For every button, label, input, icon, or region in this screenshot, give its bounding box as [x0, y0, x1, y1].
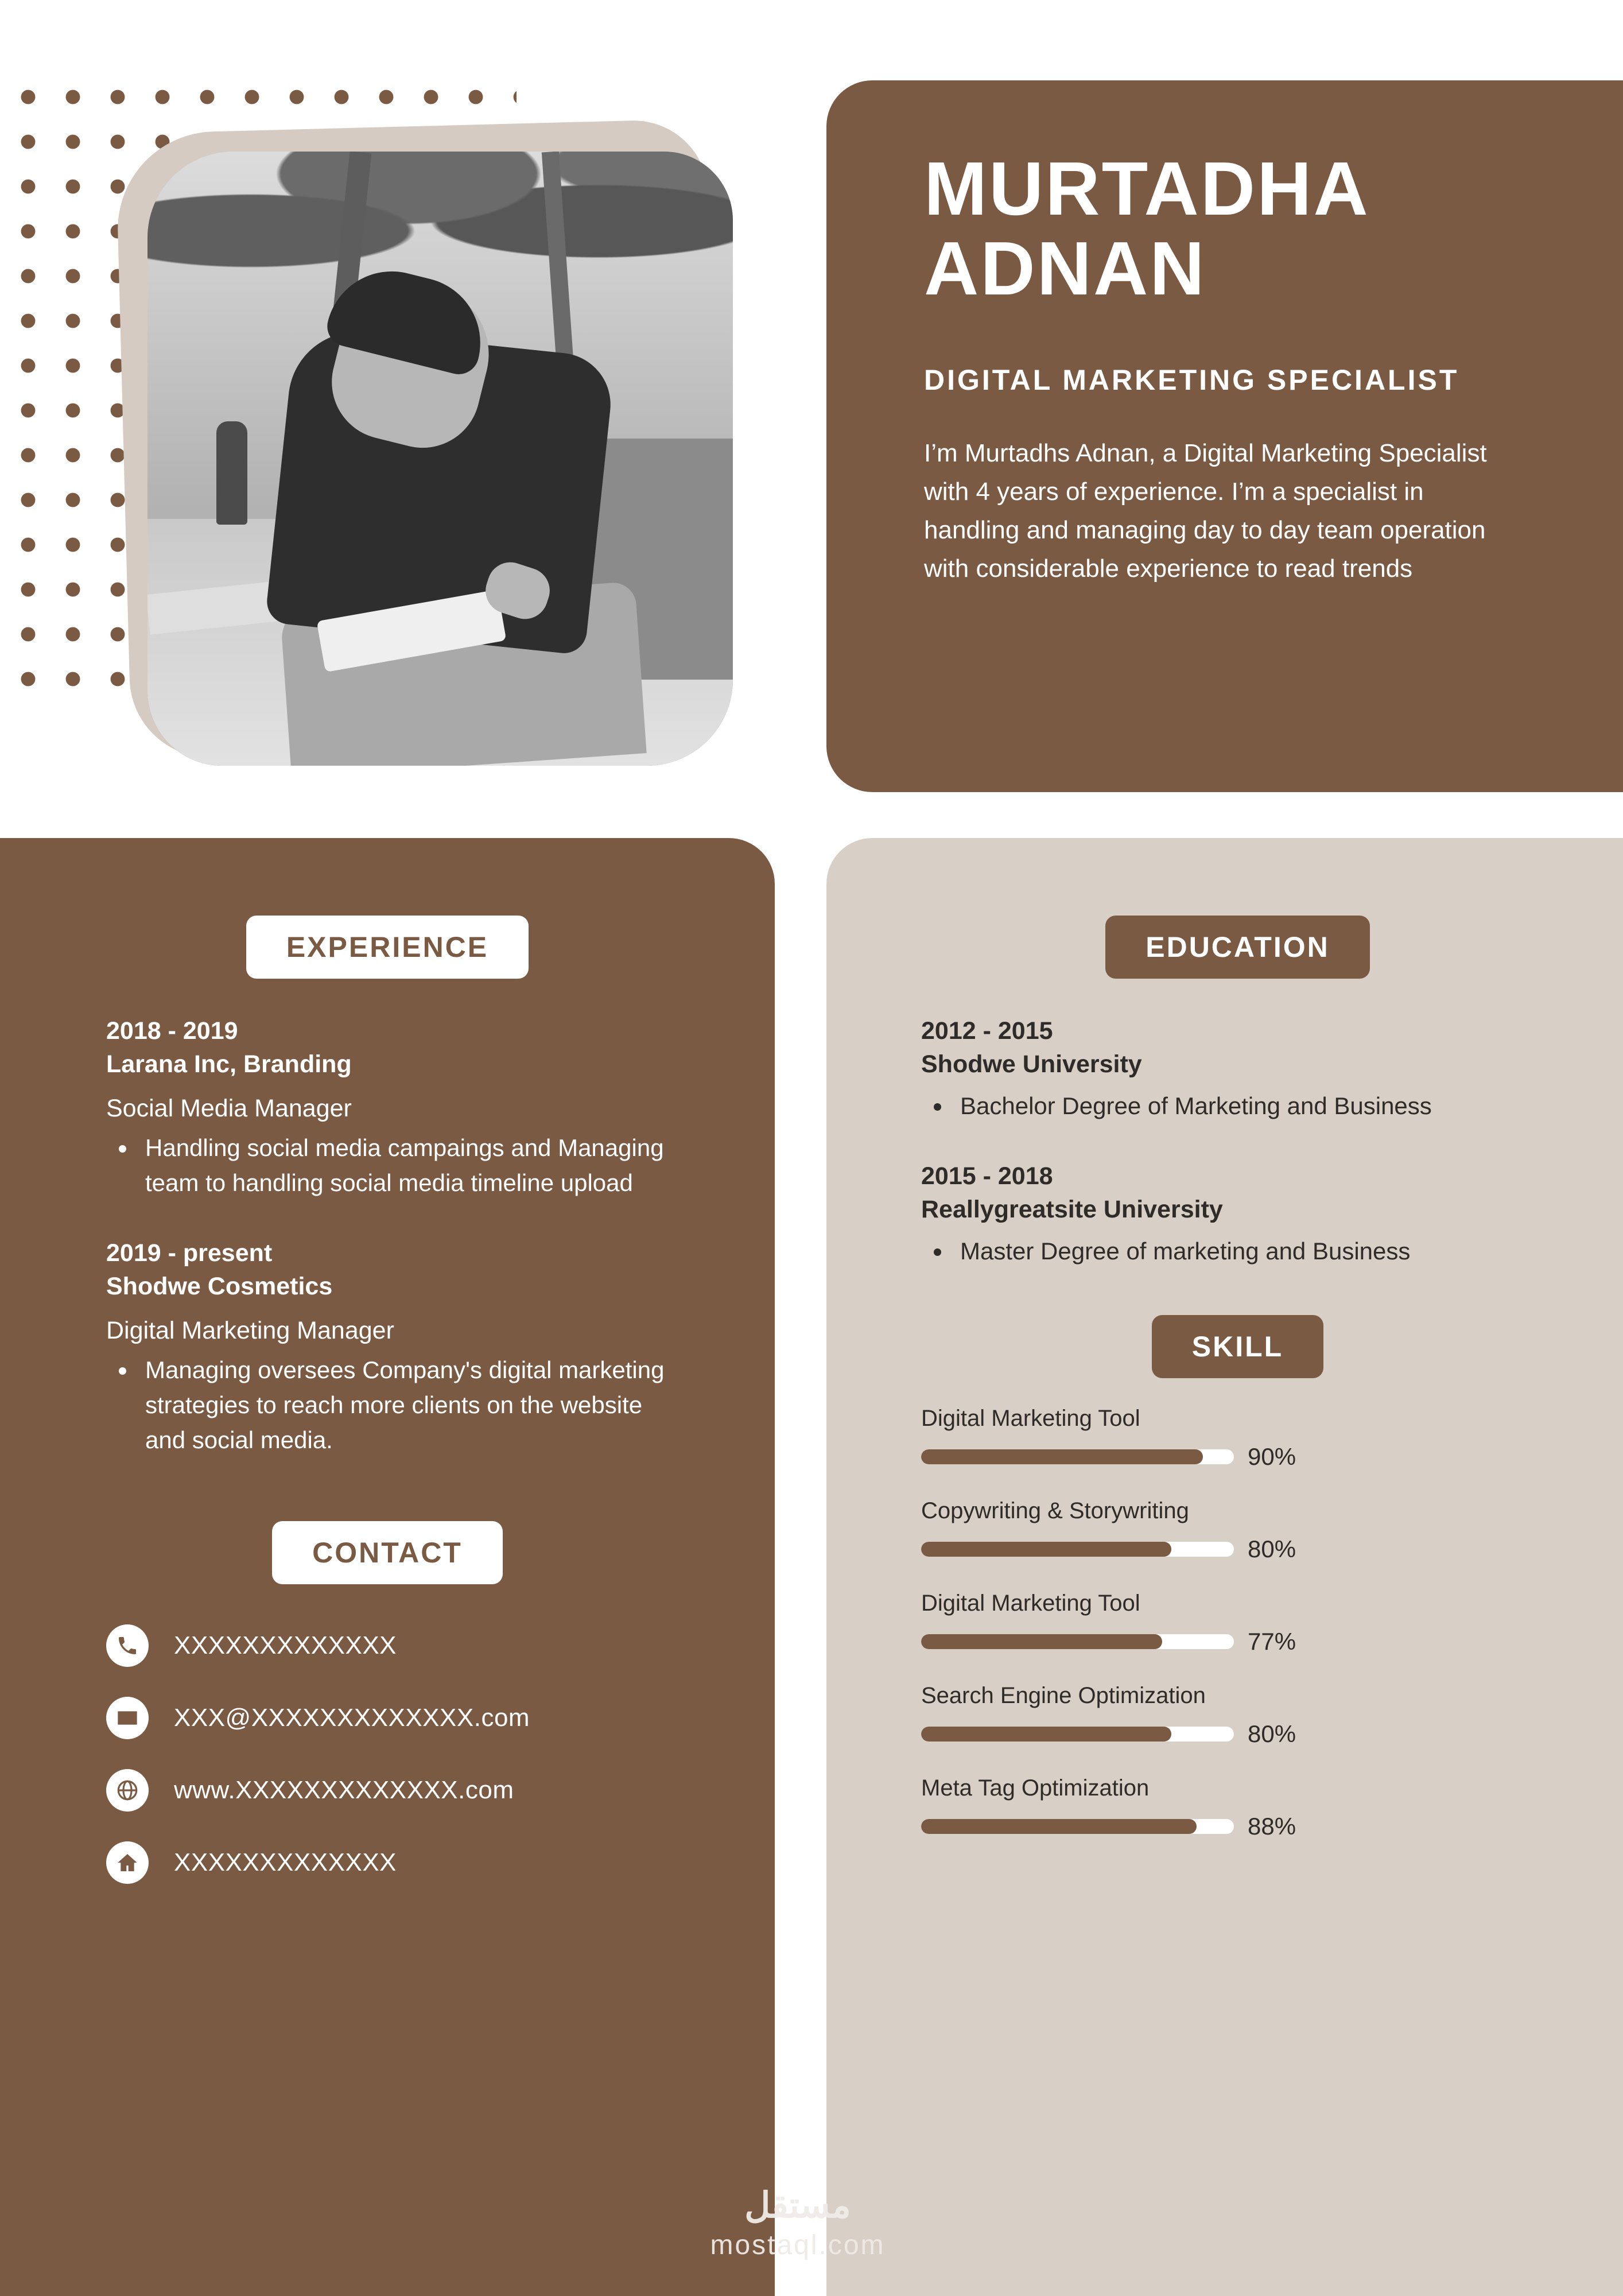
skill-percent: 80%	[1248, 1720, 1296, 1747]
skill-label: Digital Marketing Tool	[921, 1590, 1140, 1616]
skill-bar-fill	[921, 1819, 1197, 1834]
experience-entry	[106, 1236, 669, 1458]
education-bullets	[952, 1089, 1554, 1124]
skill-bar-track	[921, 1634, 1234, 1649]
skill-percent: 80%	[1248, 1535, 1296, 1562]
globe-icon	[106, 1769, 149, 1812]
job-title: DIGITAL MARKETING SPECIALIST	[924, 364, 1459, 397]
education-date: 2012 - 2015	[921, 1017, 1053, 1045]
skill-bar-fill	[921, 1449, 1203, 1464]
watermark	[677, 2184, 918, 2261]
skill-label: Copywriting & Storywriting	[921, 1498, 1189, 1523]
skill-bar-track	[921, 1449, 1234, 1464]
contact-website-value: www.XXXXXXXXXXXXX.com	[174, 1775, 514, 1804]
list-item: • Bachelor Degree of Marketing and Business	[952, 1089, 1554, 1124]
experience-entry	[106, 1014, 669, 1201]
skill-label: Digital Marketing Tool	[921, 1405, 1140, 1431]
education-heading: EDUCATION	[1105, 916, 1370, 979]
experience-organization: Larana Inc, Branding	[106, 1050, 352, 1079]
skill-item	[921, 1775, 1554, 1840]
phone-icon	[106, 1624, 149, 1667]
skill-label: Search Engine Optimization	[921, 1682, 1206, 1708]
contact-heading: CONTACT	[272, 1521, 503, 1584]
skill-bar-row	[921, 1628, 1554, 1655]
contact-row-website[interactable]	[106, 1769, 669, 1812]
profile-summary: I’m Murtadhs Adnan, a Digital Marketing Specialist with 4 years of experience. I’m a specialist in handling and managing day to day team operation with considerable experience to read trends	[924, 439, 1487, 583]
profile-photo	[147, 152, 733, 766]
experience-date: 2019 - present	[106, 1239, 273, 1267]
skill-heading-row	[921, 1315, 1554, 1378]
watermark-arabic: مستقل	[744, 2186, 851, 2225]
right-column	[826, 838, 1623, 2296]
skill-bar-fill	[921, 1634, 1162, 1649]
skill-bar-track	[921, 1727, 1234, 1742]
skill-label: Meta Tag Optimization	[921, 1775, 1150, 1801]
watermark-latin: mostaql.com	[710, 2230, 886, 2260]
contact-email-value: XXX@XXXXXXXXXXXXX.com	[174, 1703, 530, 1732]
skill-bar-row	[921, 1813, 1554, 1840]
list-item: • Managing oversees Company's digital marketing strategies to reach more clients on the website and social media.	[137, 1353, 669, 1458]
page-title: MURTADHA ADNAN	[924, 146, 1367, 311]
experience-heading: EXPERIENCE	[246, 916, 529, 979]
skill-bar-fill	[921, 1727, 1171, 1742]
skill-item	[921, 1591, 1554, 1655]
experience-role: Social Media Manager	[106, 1095, 352, 1123]
skill-bar-track	[921, 1819, 1234, 1834]
skill-percent: 77%	[1248, 1627, 1296, 1655]
education-bullets	[952, 1234, 1554, 1269]
home-icon	[106, 1841, 149, 1884]
education-heading-row	[921, 916, 1554, 979]
skill-bar-fill	[921, 1542, 1171, 1557]
left-column	[0, 838, 775, 2296]
experience-role: Digital Marketing Manager	[106, 1316, 394, 1344]
contact-heading-row	[106, 1521, 669, 1584]
experience-bullets	[137, 1131, 669, 1201]
skill-bar-row	[921, 1535, 1554, 1563]
contact-list	[106, 1624, 669, 1884]
skill-bar-row	[921, 1720, 1554, 1748]
experience-organization: Shodwe Cosmetics	[106, 1272, 333, 1300]
skill-percent: 90%	[1248, 1442, 1296, 1470]
experience-heading-row	[106, 916, 669, 979]
skill-percent: 88%	[1248, 1812, 1296, 1840]
education-entry	[921, 1014, 1554, 1124]
photo-background-person	[216, 421, 247, 525]
contact-phone-value: XXXXXXXXXXXXX	[174, 1631, 397, 1659]
email-icon	[106, 1697, 149, 1739]
skill-item	[921, 1683, 1554, 1748]
contact-address-value: XXXXXXXXXXXXX	[174, 1848, 397, 1876]
skill-item	[921, 1406, 1554, 1471]
contact-row-phone[interactable]	[106, 1624, 669, 1667]
skill-bar-track	[921, 1542, 1234, 1557]
skill-bar-row	[921, 1443, 1554, 1471]
experience-bullets	[137, 1353, 669, 1458]
list-item: • Master Degree of marketing and Business	[952, 1234, 1554, 1269]
contact-row-email[interactable]	[106, 1697, 669, 1739]
contact-row-address[interactable]	[106, 1841, 669, 1884]
skill-heading: SKILL	[1152, 1315, 1323, 1378]
list-item: • Handling social media campaings and Managing team to handling social media timeline upload	[137, 1131, 669, 1201]
header-card	[826, 80, 1623, 792]
experience-date: 2018 - 2019	[106, 1017, 238, 1045]
skill-item	[921, 1498, 1554, 1563]
education-institution: Reallygreatsite University	[921, 1196, 1223, 1224]
education-entry	[921, 1159, 1554, 1269]
education-institution: Shodwe University	[921, 1050, 1142, 1079]
profile-photo-container	[123, 126, 755, 781]
education-date: 2015 - 2018	[921, 1162, 1053, 1190]
